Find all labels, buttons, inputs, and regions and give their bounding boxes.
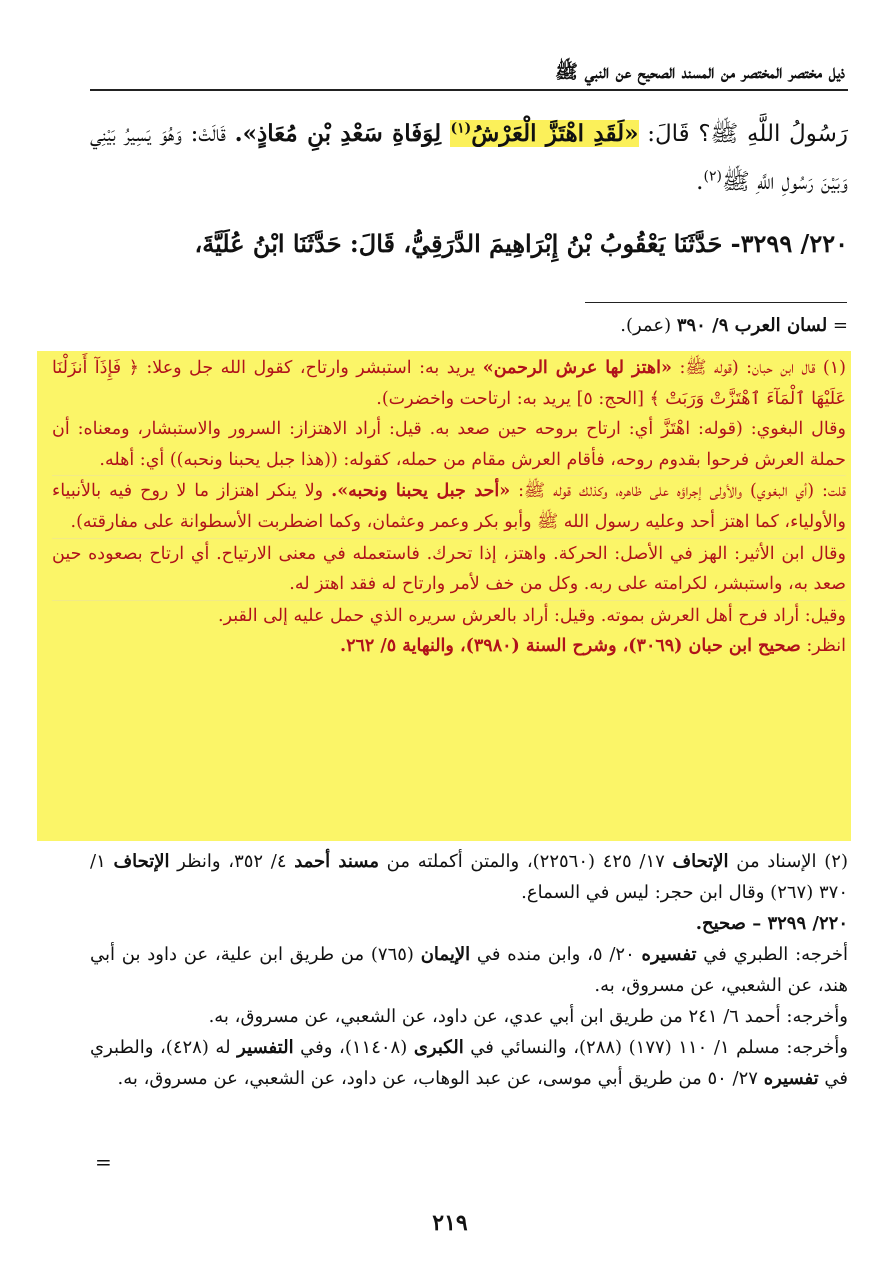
takhrij-para xyxy=(90,1032,848,1094)
fn1-bold-quote: «اهتز لها عرش الرحمن» xyxy=(482,358,672,378)
footnote-1 xyxy=(52,353,846,662)
fn2-text: ١/ ٣٧٠ (٢٦٧) وقال ابن حجر: ليس في السماع. xyxy=(90,851,848,903)
takhrij-para xyxy=(90,939,848,1001)
fn2-text: ٢٧/ ٥٠ من طريق أبي موسى، عن عبد الوهاب، عن داود، عن الشعبي، عن مسروق، به. xyxy=(117,1068,764,1089)
fn2-text: ٤/ ٣٥٢، وانظر xyxy=(169,851,295,872)
footnote-1-para: وقال البغوي: (قوله: اهْتَزَّ أي: ارتاح بروحه حين صعد به. قيل: أراد الاهتزاز: السرور والاستبشار، ومعناه: أن حملة العرش فرحوا بقدوم روحه، فأقام العرش مقام من حمله، كقوله: ((هذا جبل يحبنا ونحبه)) أي: أهله. xyxy=(52,419,846,470)
quote-end: لِوَفَاةِ سَعْدِ بْنِ مُعَاذٍ». xyxy=(234,120,451,147)
footnote-rule xyxy=(585,302,847,303)
continuation-mark: = xyxy=(95,1150,112,1174)
footnote-1-para xyxy=(52,353,846,414)
main-text xyxy=(90,110,848,206)
main-text-rest: قَالَتْ: وَهُوَ يَسِيرُ بَيْنِي وَبَيْنَ رَسُولِ اللَّهِ ﷺ xyxy=(90,121,848,195)
fn2-bold: الإتحاف xyxy=(113,851,170,872)
footnote-ref-1: (١) xyxy=(450,120,472,137)
fn2-text: أخرجه: الطبري في xyxy=(696,944,848,965)
footnote-continuation xyxy=(90,310,848,342)
fn2-text: له (٤٢٨)، والطبري في xyxy=(90,1037,848,1089)
footnote-2-para xyxy=(90,846,848,908)
footnote-ref-2: (٢) xyxy=(703,168,722,185)
fn2-text: ١٧/ ٤٢٥ (٢٢٥٦٠)، والمتن أكملته من xyxy=(379,851,673,872)
fn2-bold: الإيمان xyxy=(420,944,471,965)
fn1-text: ولا ينكر اهتزاز ما لا روح فيه بالأنبياء والأولياء، كما اهتز أحد وعليه رسول الله ﷺ وأبو بكر وعمر وعثمان، وكما اضطربت الأسطوانة على مفارقته). xyxy=(52,481,846,532)
grading-line: ٢٢٠/ ٣٢٩٩ – صحيح. xyxy=(695,913,848,934)
fn2-text: (٧٦٥) من طريق ابن علية، عن داود بن أبي هند، عن الشعبي، عن مسروق، به. xyxy=(90,944,848,996)
fn2-bold: تفسيره xyxy=(641,944,697,965)
hadith-heading: ٢٢٠/ ٣٢٩٩- حَدَّثَنَا يَعْقُوبُ بْنُ إِبْرَاهِيمَ الدَّرَقِيُّ، قَالَ: حَدَّثَنَا ابْنُ عُلَيَّةَ، xyxy=(194,229,848,258)
fn2-bold: تفسيره xyxy=(763,1068,819,1089)
fn2-bold: مسند أحمد xyxy=(294,851,379,872)
header-rule xyxy=(90,89,848,91)
footnote-2 xyxy=(90,846,848,1094)
fn2-text: (١١٤٠٨)، وفي xyxy=(293,1037,414,1058)
reference-lisan: لسان العرب ٩/ ٣٩٠ xyxy=(676,315,828,336)
reference-rest: (عمر). xyxy=(620,315,677,336)
fn2-bold: التفسير xyxy=(237,1037,294,1058)
fn1-text: انظر: xyxy=(800,636,846,657)
fn1-text: قلت: (أي البغوي) والأولى إجراؤه على ظاهره، وكذلك قوله ﷺ: xyxy=(510,481,846,502)
running-header: ذيل مختصر المختصر من المسند الصحيح عن النبي ﷺ xyxy=(555,61,845,83)
quote-text: «لَقَدِ اهْتَزَّ الْعَرْشُ xyxy=(471,120,639,147)
fn2-text: (٢) الإسناد من xyxy=(728,851,848,872)
takhrij-para: وأخرجه: أحمد ٦/ ٢٤١ من طريق ابن أبي عدي، عن داود، عن الشعبي، عن مسروق، به. xyxy=(208,1006,848,1027)
footnote-1-para xyxy=(52,475,846,537)
main-text-intro: رَسُولُ اللَّهِ ﷺ؟ قَالَ: xyxy=(638,121,848,147)
highlighted-quote xyxy=(450,120,638,147)
main-text-period: . xyxy=(696,169,704,195)
fn2-bold: الإتحاف xyxy=(672,851,729,872)
page-number: ٢١٩ xyxy=(432,1210,468,1236)
fn1-text: (١) قال ابن حبان: (قوله ﷺ: xyxy=(671,358,846,378)
footnote-1-para xyxy=(52,631,846,662)
footnote-1-para: وقيل: أراد فرح أهل العرش بموته. وقيل: أراد بالعرش سريره الذي حمل عليه إلى القبر. xyxy=(52,600,846,632)
footnote-1-para: وقال ابن الأثير: الهز في الأصل: الحركة. واهتز، إذا تحرك. فاستعمله في معنى الارتياح. أي ارتاح بصعوده حين صعد به، واستبشر، لكرامته على ربه. وكل من خف لأمر وارتاح له فقد اهتز له. xyxy=(52,538,846,600)
fn1-bold-quote: «أحد جبل يحبنا ونحبه». xyxy=(331,481,511,502)
fn2-text: ٢٠/ ٥، وابن منده في xyxy=(470,944,642,965)
fn2-bold: الكبرى xyxy=(413,1037,464,1058)
fn1-bold-refs: صحيح ابن حبان (٣٠٦٩)، وشرح السنة (٣٩٨٠)، والنهاية ٥/ ٢٦٢. xyxy=(340,636,801,657)
fn1-text: يريد به: استبشر وارتاح، كقول الله جل وعلا: ﴿ فَإِذَآ أَنزَلْنَا عَلَيْهَا ٱلْمَآءَ ٱهْتَزَّتْ وَرَبَتْ ﴾ [الحج: ٥] يريد به: ارتاحت واخضرت). xyxy=(52,358,846,409)
fn2-text: وأخرجه: مسلم ١/ ١١٠ (١٧٧) (٢٨٨)، والنسائي في xyxy=(463,1037,848,1058)
continuation-eq: = xyxy=(827,315,848,336)
